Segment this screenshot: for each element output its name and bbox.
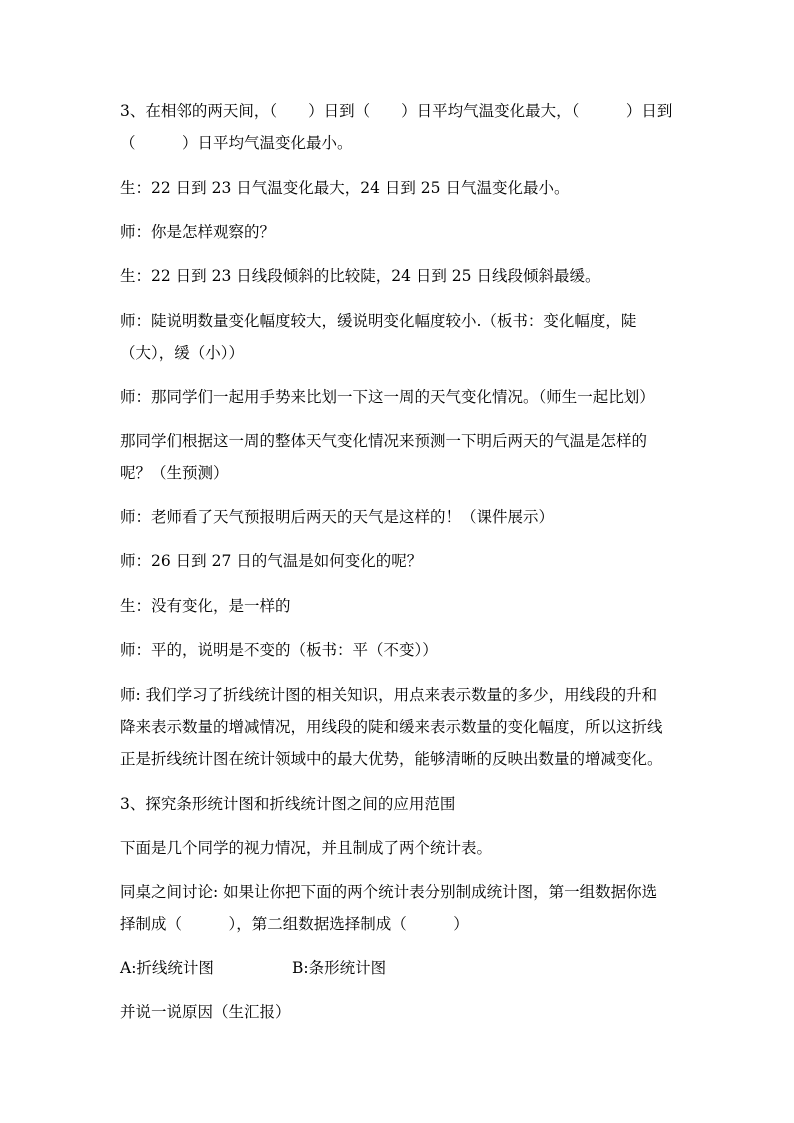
closing-paragraph <box>120 996 690 1028</box>
text-line: 师：老师看了天气预报明后两天的天气是这样的！（课件展示） <box>120 508 555 526</box>
text-line: 呢？（生预测） <box>120 464 229 482</box>
text-line: 师：那同学们一起用手势来比划一下这一周的天气变化情况。（师生一起比划） <box>120 388 655 406</box>
text-line: 择制成（ ），第二组数据选择制成（ ） <box>120 915 469 933</box>
answer-options <box>120 952 690 984</box>
teacher-flat-paragraph <box>120 634 690 666</box>
option-b: B:条形统计图 <box>292 959 387 977</box>
student-answer-paragraph <box>120 590 690 622</box>
text-line: 师：你是怎样观察的？ <box>120 223 276 241</box>
teacher-gesture-paragraph <box>120 381 690 413</box>
text-line: 3、在相邻的两天间，（ ）日到（ ）日平均气温变化最大，（ ）日到 <box>120 102 673 120</box>
text-line: 降来表示数量的增减情况，用线段的陡和缓来表示数量的变化幅度，所以这折线 <box>120 718 663 736</box>
question-3-paragraph <box>120 95 690 159</box>
section-heading <box>120 788 690 820</box>
discussion-paragraph <box>120 876 690 940</box>
text-line: 生：22 日到 23 日线段倾斜的比较陡，24 日到 25 日线段倾斜最缓。 <box>120 267 601 285</box>
student-answer-paragraph <box>120 260 690 292</box>
text-line: 3、探究条形统计图和折线统计图之间的应用范围 <box>120 795 456 813</box>
prediction-paragraph <box>120 425 690 489</box>
text-line: 并说一说原因（生汇报） <box>120 1003 291 1021</box>
text-line: 同桌之间讨论: 如果让你把下面的两个统计表分别制成统计图，第一组数据你选 <box>120 883 658 901</box>
text-line: 师：平的，说明是不变的（板书：平（不变）） <box>120 641 438 659</box>
text-line: 师：26 日到 27 日的气温是如何变化的呢？ <box>120 552 423 570</box>
text-line: （大），缓（小）） <box>120 344 245 362</box>
teacher-summary-paragraph <box>120 679 690 775</box>
teacher-question-paragraph <box>120 545 690 577</box>
text-line: 师：陡说明数量变化幅度较大，缓说明变化幅度较小.（板书：变化幅度，陡 <box>120 312 637 330</box>
student-answer-paragraph <box>120 172 690 204</box>
teacher-explanation-paragraph <box>120 305 690 369</box>
text-line: 下面是几个同学的视力情况，并且制成了两个统计表。 <box>120 839 493 857</box>
text-line: 师: 我们学习了折线统计图的相关知识，用点来表示数量的多少，用线段的升和 <box>120 686 658 704</box>
text-line: 正是折线统计图在统计领域中的最大优势，能够清晰的反映出数量的增减变化。 <box>120 750 663 768</box>
text-line: 生：22 日到 23 日气温变化最大，24 日到 25 日气温变化最小。 <box>120 179 570 197</box>
text-line: 那同学们根据这一周的整体天气变化情况来预测一下明后两天的气温是怎样的 <box>120 432 648 450</box>
teacher-forecast-paragraph <box>120 501 690 533</box>
text-line: 生：没有变化，是一样的 <box>120 597 291 615</box>
text-line: （ ）日平均气温变化最小。 <box>120 134 353 152</box>
vision-intro-paragraph <box>120 832 690 864</box>
teacher-question-paragraph <box>120 216 690 248</box>
option-a: A:折线统计图 <box>120 959 214 977</box>
